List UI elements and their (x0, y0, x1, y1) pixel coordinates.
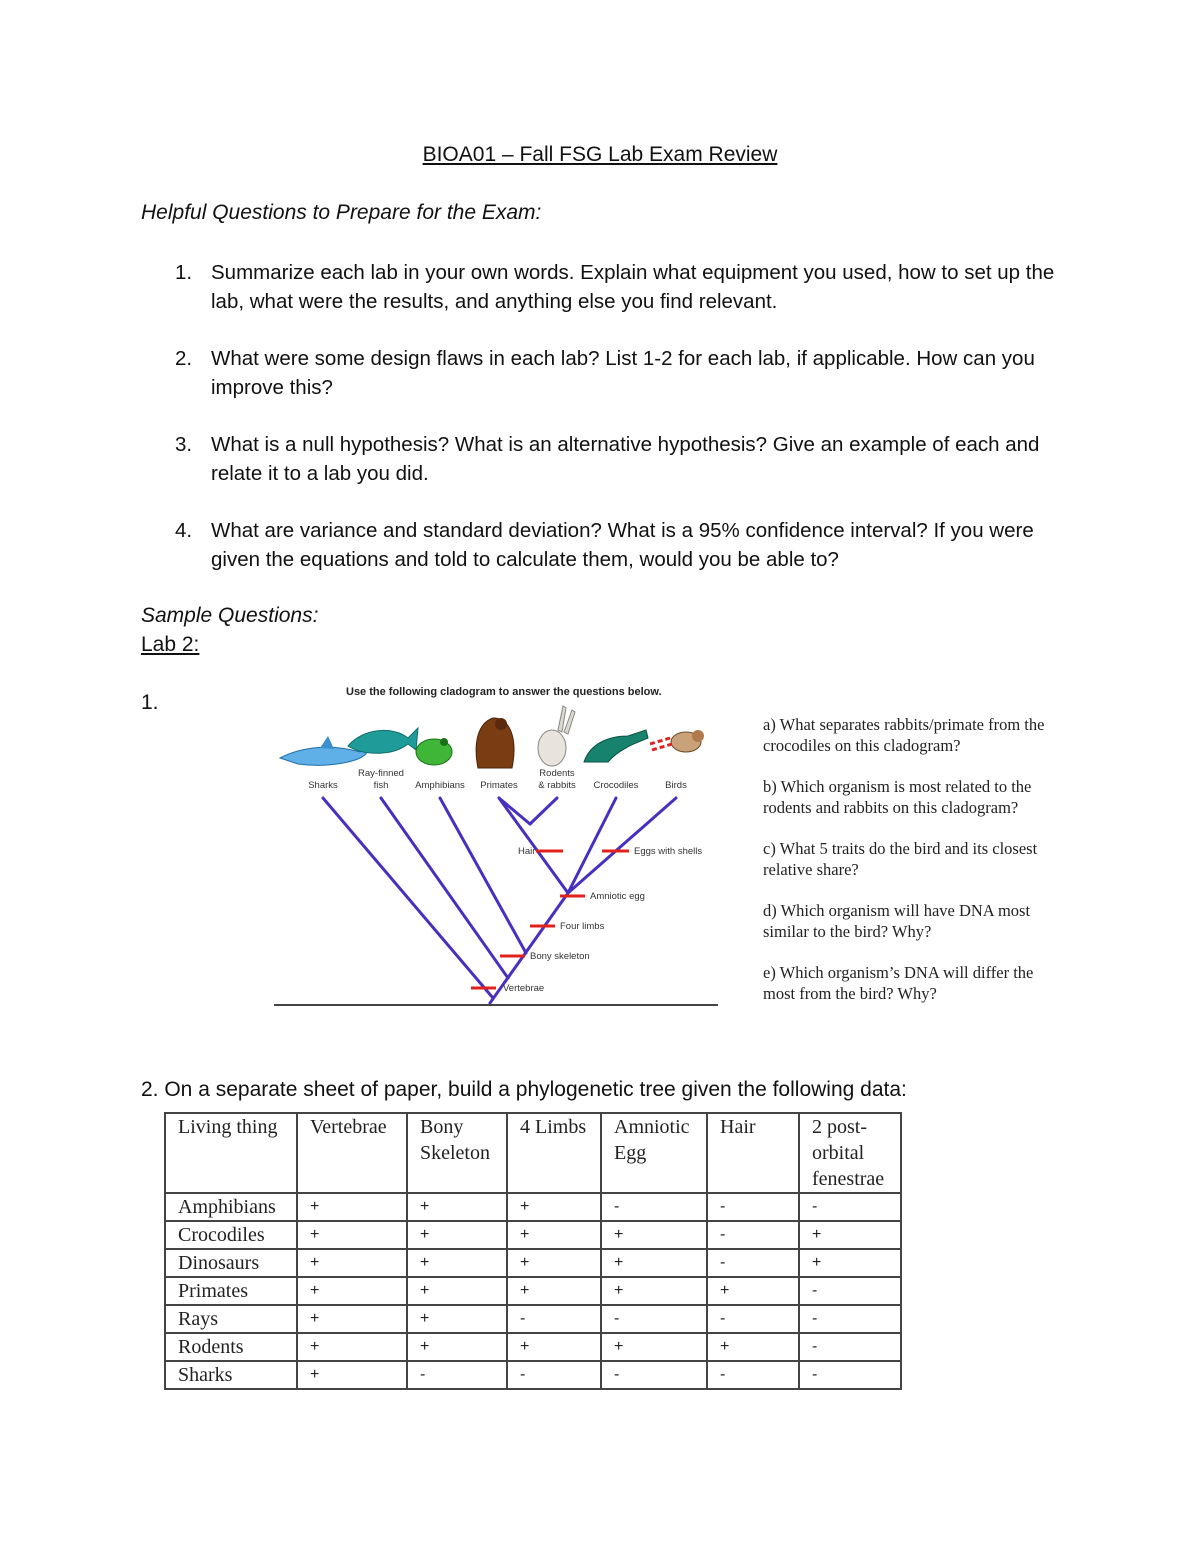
frog-icon (416, 738, 452, 765)
primate-icon (476, 718, 514, 768)
table-header-cell: Amniotic Egg (601, 1113, 707, 1193)
taxon-label: fish (373, 780, 389, 791)
question-text: What were some design flaws in each lab? List 1-2 for each lab, if applicable. How can you improve this? (211, 347, 1035, 399)
table-cell: + (507, 1249, 601, 1277)
table-header-row (165, 1113, 901, 1193)
question-two: 2. On a separate sheet of paper, build a phylogenetic tree given the following data: (141, 1078, 907, 1101)
trait-label: Vertebrae (503, 983, 545, 994)
table-row-label: Primates (165, 1277, 297, 1305)
cladogram-questions (763, 714, 1063, 1004)
table-cell: - (799, 1305, 901, 1333)
table-cell: + (297, 1305, 407, 1333)
table-header-cell: Vertebrae (297, 1113, 407, 1193)
question-text: What is a null hypothesis? What is an alternative hypothesis? Give an example of each and relate it to a lab you did. (211, 433, 1040, 485)
table-cell: + (297, 1249, 407, 1277)
taxon-label: Rodents (539, 768, 575, 779)
cladogram-heading: Use the following cladogram to answer the questions below. (346, 686, 662, 698)
table-cell: + (707, 1277, 799, 1305)
table-cell: + (507, 1277, 601, 1305)
table-cell: + (407, 1305, 507, 1333)
table-row (165, 1277, 901, 1305)
table-cell: - (799, 1193, 901, 1221)
table-cell: + (407, 1221, 507, 1249)
table-cell: + (297, 1193, 407, 1221)
question-item (141, 430, 1061, 488)
table-cell: - (407, 1361, 507, 1389)
table-row-label: Rodents (165, 1333, 297, 1361)
table-cell: + (407, 1249, 507, 1277)
table-cell: + (297, 1361, 407, 1389)
table-row (165, 1361, 901, 1389)
table-cell: - (799, 1361, 901, 1389)
question-number: 2. (175, 347, 193, 370)
table-cell: + (601, 1333, 707, 1361)
trait-label: Four limbs (560, 921, 605, 932)
question-text: What are variance and standard deviation? What is a 95% confidence interval? If you were given the equations and told to calculate them, would you be able to? (211, 519, 1034, 571)
table-cell: - (707, 1249, 799, 1277)
cladogram-question: e) Which organism’s DNA will differ the most from the bird? Why? (763, 963, 1034, 1003)
table-cell: - (601, 1193, 707, 1221)
table-row (165, 1333, 901, 1361)
rabbit-icon (538, 706, 575, 766)
table-row (165, 1249, 901, 1277)
table-row-label: Rays (165, 1305, 297, 1333)
table-cell: + (297, 1333, 407, 1361)
table-header-cell: Living thing (165, 1113, 297, 1193)
cladogram-question: b) Which organism is most related to the rodents and rabbits on this cladogram? (763, 777, 1032, 817)
table-row-label: Amphibians (165, 1193, 297, 1221)
table-cell: + (407, 1333, 507, 1361)
table-row (165, 1221, 901, 1249)
question-list (141, 258, 1061, 602)
cladogram-figure (268, 678, 718, 1018)
table-cell: + (407, 1277, 507, 1305)
table-cell: + (707, 1333, 799, 1361)
table-cell: + (297, 1221, 407, 1249)
question-item (141, 344, 1061, 402)
question-number: 1. (175, 261, 193, 284)
table-body (165, 1193, 901, 1389)
table-cell: - (507, 1361, 601, 1389)
table-header-cell: Hair (707, 1113, 799, 1193)
question-text: Summarize each lab in your own words. Explain what equipment you used, how to set up the lab, what were the results, and anything else you find relevant. (211, 261, 1055, 313)
question-item (141, 258, 1061, 316)
item-one-number: 1. (141, 691, 159, 714)
table-header-cell: 2 post-orbital fenestrae (799, 1113, 901, 1193)
table-cell: + (507, 1193, 601, 1221)
table-cell: - (601, 1305, 707, 1333)
question-item (141, 516, 1061, 574)
table-cell: - (707, 1305, 799, 1333)
table-cell: - (507, 1305, 601, 1333)
trait-label: Amniotic egg (590, 891, 645, 902)
taxon-label: Primates (480, 780, 518, 791)
crocodile-icon (584, 730, 648, 762)
table-cell: - (707, 1361, 799, 1389)
table-cell: - (799, 1277, 901, 1305)
cladogram-question: c) What 5 traits do the bird and its closest relative share? (763, 839, 1038, 879)
table-cell: - (707, 1193, 799, 1221)
trait-table (164, 1112, 902, 1390)
table-row-label: Sharks (165, 1361, 297, 1389)
lab-heading: Lab 2: (141, 633, 200, 656)
table-cell: - (707, 1221, 799, 1249)
table-cell: + (601, 1277, 707, 1305)
table-cell: + (297, 1277, 407, 1305)
table-row-label: Dinosaurs (165, 1249, 297, 1277)
table-row-label: Crocodiles (165, 1221, 297, 1249)
taxon-label: Ray-finned (358, 768, 404, 779)
cladogram-question: a) What separates rabbits/primate from the crocodiles on this cladogram? (763, 715, 1045, 755)
cladogram-question: d) Which organism will have DNA most similar to the bird? Why? (763, 901, 1031, 941)
table-row (165, 1305, 901, 1333)
table-header-cell: 4 Limbs (507, 1113, 601, 1193)
taxon-label: Sharks (308, 780, 338, 791)
question-number: 3. (175, 433, 193, 456)
table-cell: - (799, 1333, 901, 1361)
taxon-label: Birds (665, 780, 687, 791)
page-title: BIOA01 – Fall FSG Lab Exam Review (422, 143, 778, 166)
taxon-label: Crocodiles (593, 780, 639, 791)
intro-heading: Helpful Questions to Prepare for the Exam: (141, 201, 542, 224)
trait-label: Hair (518, 846, 536, 857)
table-row (165, 1193, 901, 1221)
taxon-label: & rabbits (538, 780, 576, 791)
table-cell: + (507, 1333, 601, 1361)
table-header-cell: Bony Skeleton (407, 1113, 507, 1193)
fish-icon (348, 728, 418, 753)
taxon-label: Amphibians (415, 780, 465, 791)
table-cell: - (601, 1361, 707, 1389)
trait-label: Eggs with shells (634, 846, 703, 857)
table-cell: + (407, 1193, 507, 1221)
sample-heading: Sample Questions: (141, 604, 319, 627)
table-cell: + (601, 1249, 707, 1277)
trait-label: Bony skeleton (530, 951, 590, 962)
table-cell: + (799, 1249, 901, 1277)
table-cell: + (507, 1221, 601, 1249)
bird-icon (650, 730, 704, 752)
table-cell: + (799, 1221, 901, 1249)
question-number: 4. (175, 519, 193, 542)
table-cell: + (601, 1221, 707, 1249)
